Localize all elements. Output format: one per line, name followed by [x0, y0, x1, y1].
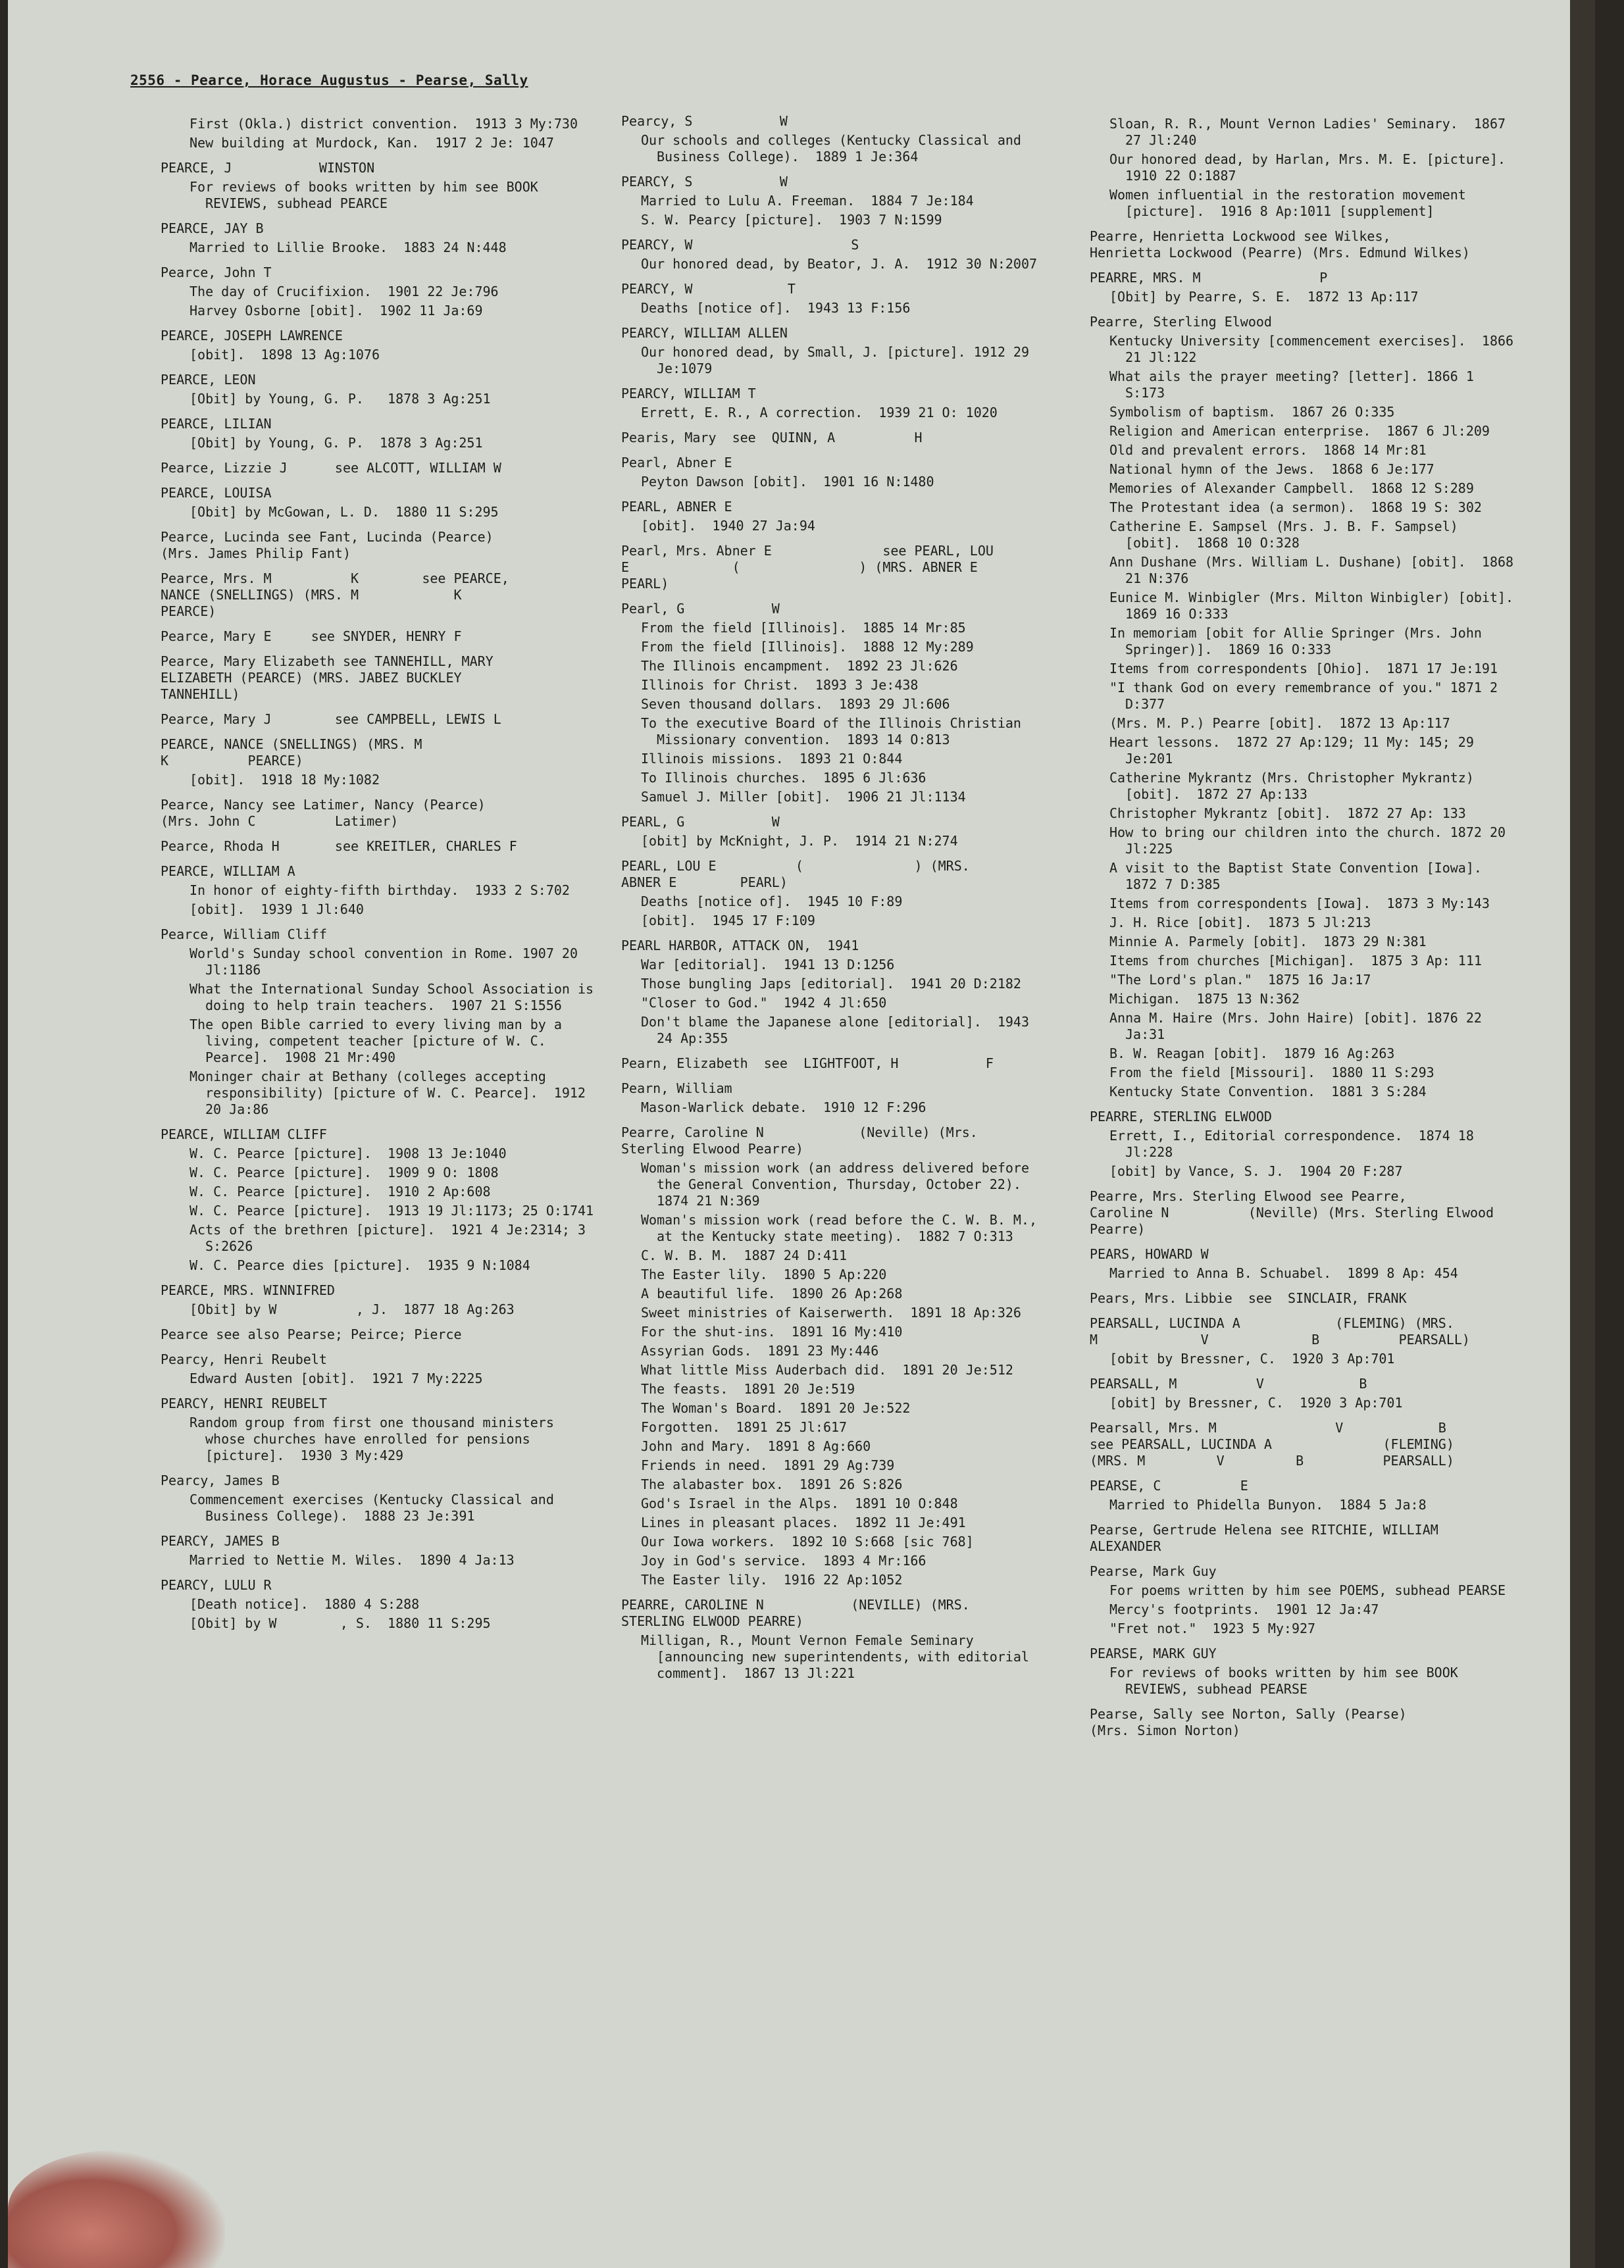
entry-citation: How to bring our children into the church. 1872 20 Jl:225 [1109, 824, 1514, 857]
entry-citation: Sloan, R. R., Mount Vernon Ladies' Seminary. 1867 27 Jl:240 [1109, 116, 1514, 148]
entry-citation: Moninger chair at Bethany (colleges accepting responsibility) [picture of W. C. Pearce]. 1912 20 Ja:86 [190, 1069, 594, 1117]
index-entry [1087, 1706, 1521, 1739]
entry-citation: To the executive Board of the Illinois Christian Missionary convention. 1893 14 O:813 [641, 715, 1030, 747]
index-entry [619, 858, 1053, 929]
index-entry [161, 838, 600, 855]
entry-heading: Pearce, John T [161, 265, 272, 280]
entry-citation: "Closer to God." 1942 4 Jl:650 [641, 995, 887, 1011]
entry-citation: [Obit] by Young, G. P. 1878 3 Ag:251 [190, 435, 483, 451]
entry-citation: For reviews of books written by him see BOOK REVIEWS, subhead PEARCE [190, 179, 546, 211]
entry-citation: Assyrian Gods. 1891 23 My:446 [641, 1343, 879, 1359]
entry-citation: Symbolism of baptism. 1867 26 O:335 [1109, 404, 1395, 420]
entry-citation: The Protestant idea (a sermon). 1868 19 S: 302 [1109, 499, 1482, 515]
entry-citation: Sweet ministries of Kaiserwerth. 1891 18 Ap:326 [641, 1305, 1021, 1321]
entry-heading: Pearsall, Mrs. M V B see PEARSALL, LUCINDA A (FLEMING) (MRS. M V B PEARSALL) [1090, 1420, 1454, 1469]
entry-citation: Michigan. 1875 13 N:362 [1109, 991, 1300, 1007]
index-entry [161, 1326, 600, 1343]
index-entry [161, 160, 600, 212]
index-entry [161, 653, 600, 703]
index-entry [1087, 1246, 1521, 1282]
index-entry [619, 543, 1053, 592]
entry-citation: Milligan, R., Mount Vernon Female Seminary [announcing new superintendents, with editorial comment]. 1867 13 Jl:221 [641, 1632, 1037, 1681]
entry-citation: [Obit] by W , J. 1877 18 Ag:263 [190, 1301, 515, 1317]
entry-citation: The Easter lily. 1916 22 Ap:1052 [641, 1572, 903, 1588]
entry-citation: Commencement exercises (Kentucky Classical and Business College). 1888 23 Je:391 [190, 1492, 562, 1524]
index-entry [161, 1533, 600, 1569]
entry-citation: Joy in God's service. 1893 4 Mr:166 [641, 1553, 926, 1569]
entry-heading: Pearl, Abner E [621, 455, 732, 470]
index-entry [1087, 314, 1530, 1100]
index-entry [1087, 116, 1521, 220]
index-entry [1087, 1188, 1521, 1238]
entry-heading: Pearce, Nancy see Latimer, Nancy (Pearce) (Mrs. John C Latimer) [161, 797, 486, 829]
entry-heading: Pears, Mrs. Libbie see SINCLAIR, FRANK [1090, 1290, 1407, 1306]
index-entry [161, 863, 600, 918]
index-entry [619, 386, 1053, 421]
entry-citation: What the International Sunday School Association is doing to help train teachers. 1907 21 S:1556 [190, 981, 602, 1013]
entry-citation: Deaths [notice of]. 1945 10 F:89 [641, 894, 903, 909]
entry-citation: Old and prevalent errors. 1868 14 Mr:81 [1109, 442, 1427, 458]
entry-heading: PEARRE, CAROLINE N (NEVILLE) (MRS. STERLING ELWOOD PEARRE) [621, 1597, 970, 1629]
entry-citation: Illinois for Christ. 1893 3 Je:438 [641, 677, 919, 693]
entry-citation: Our honored dead, by Small, J. [picture]. 1912 29 Je:1079 [641, 344, 1038, 376]
entry-citation: The Illinois encampment. 1892 23 Jl:626 [641, 658, 958, 674]
entry-heading: PEARCE, WILLIAM CLIFF [161, 1126, 327, 1142]
entry-citation: [obit] by Bressner, C. 1920 3 Ap:701 [1109, 1395, 1403, 1411]
entry-heading: Pearse, Sally see Norton, Sally (Pearse) (Mrs. Simon Norton) [1090, 1706, 1407, 1738]
entry-citation: Items from churches [Michigan]. 1875 3 Ap: 111 [1109, 953, 1482, 969]
entry-citation: Married to Lillie Brooke. 1883 24 N:448 [190, 239, 507, 255]
entry-heading: PEARCE, WILLIAM A [161, 863, 295, 879]
entry-heading: PEARCE, JOSEPH LAWRENCE [161, 328, 343, 343]
index-entry [161, 328, 600, 363]
index-page [8, 0, 1595, 2268]
entry-citation: J. H. Rice [obit]. 1873 5 Jl:213 [1109, 915, 1371, 930]
index-entry [619, 430, 1053, 446]
index-entry [1087, 1376, 1521, 1411]
entry-citation: To Illinois churches. 1895 6 Jl:636 [641, 770, 926, 786]
index-entry [161, 1126, 600, 1274]
entry-heading: PEARL HARBOR, ATTACK ON, 1941 [621, 938, 859, 953]
entry-heading: PEARSALL, M V B [1090, 1376, 1367, 1392]
entry-citation: Our honored dead, by Harlan, Mrs. M. E. [picture]. 1910 22 O:1887 [1109, 151, 1522, 184]
entry-citation: Illinois missions. 1893 21 O:844 [641, 751, 903, 767]
entry-heading: PEARL, LOU E ( ) (MRS. ABNER E PEARL) [621, 858, 970, 890]
entry-citation: Peyton Dawson [obit]. 1901 16 N:1480 [641, 474, 934, 490]
entry-heading: PEARCY, W S [621, 237, 859, 253]
entry-citation: Samuel J. Miller [obit]. 1906 21 Jl:1134 [641, 789, 966, 805]
entry-citation: Woman's mission work (read before the C. W. B. M., at the Kentucky state meeting). 1882 7 O:313 [641, 1212, 1046, 1244]
entry-citation: Mason-Warlick debate. 1910 12 F:296 [641, 1099, 926, 1115]
index-entry [619, 1124, 1053, 1588]
entry-heading: PEARL, G W [621, 814, 780, 830]
index-entry [166, 116, 600, 151]
entry-heading: PEARCY, WILLIAM ALLEN [621, 325, 788, 341]
index-entry [619, 325, 1053, 377]
index-entry [619, 281, 1053, 316]
index-entry [161, 416, 600, 451]
index-entry [1087, 1563, 1521, 1637]
entry-citation: From the field [Illinois]. 1885 14 Mr:85 [641, 620, 966, 636]
entry-citation: (Mrs. M. P.) Pearre [obit]. 1872 13 Ap:117 [1109, 715, 1450, 731]
entry-heading: Pearce, Mrs. M K see PEARCE, NANCE (SNELLINGS) (MRS. M K PEARCE) [161, 570, 509, 619]
entry-citation: New building at Murdock, Kan. 1917 2 Je: 1047 [190, 135, 554, 151]
entry-citation: For reviews of books written by him see BOOK REVIEWS, subhead PEARSE [1109, 1665, 1466, 1697]
entry-heading: PEARCE, LOUISA [161, 485, 272, 501]
entry-citation: Items from correspondents [Iowa]. 1873 3 My:143 [1109, 895, 1490, 911]
index-entry [1087, 1109, 1521, 1180]
entry-citation: Eunice M. Winbigler (Mrs. Milton Winbigler) [obit]. 1869 16 O:333 [1109, 590, 1530, 622]
entry-citation: Kentucky State Convention. 1881 3 S:284 [1109, 1084, 1427, 1099]
index-entry [1087, 1522, 1521, 1555]
entry-citation: Our honored dead, by Beator, J. A. 1912 30 N:2007 [641, 256, 1038, 272]
entry-heading: Pearis, Mary see QUINN, A H [621, 430, 923, 445]
entry-citation: In memoriam [obit for Allie Springer (Mrs. John Springer)]. 1869 16 O:333 [1109, 625, 1490, 657]
entry-citation: Married to Phidella Bunyon. 1884 5 Ja:8 [1109, 1497, 1427, 1513]
entry-citation: [Obit] by Pearre, S. E. 1872 13 Ap:117 [1109, 289, 1419, 305]
index-entry [619, 814, 1053, 849]
index-entry [1087, 270, 1521, 305]
entry-citation: The day of Crucifixion. 1901 22 Je:796 [190, 284, 499, 299]
index-entry [161, 926, 602, 1118]
entry-heading: PEARCY, W T [621, 281, 796, 297]
index-entry [161, 1473, 600, 1525]
entry-citation: Items from correspondents [Ohio]. 1871 17 Je:191 [1109, 661, 1498, 676]
entry-citation: John and Mary. 1891 8 Ag:660 [641, 1438, 871, 1454]
entry-citation: [obit]. 1939 1 Jl:640 [190, 901, 364, 917]
entry-citation: First (Okla.) district convention. 1913 3 My:730 [190, 116, 578, 132]
entry-citation: Woman's mission work (an address delivered before the General Convention, Thursday, October 22). 1874 21 N:369 [641, 1160, 1038, 1209]
entry-heading: Pearse, Mark Guy [1090, 1563, 1217, 1579]
entry-citation: "I thank God on every remembrance of you." 1871 2 D:377 [1109, 680, 1506, 712]
entry-citation: Acts of the brethren [picture]. 1921 4 Je:2314; 3 S:2626 [190, 1222, 594, 1254]
index-entry [1087, 228, 1521, 261]
entry-citation: What little Miss Auderbach did. 1891 20 Je:512 [641, 1362, 1013, 1378]
entry-heading: PEARSE, MARK GUY [1090, 1646, 1217, 1661]
entry-citation: Women influential in the restoration movement [picture]. 1916 8 Ap:1011 [supplement] [1109, 187, 1474, 219]
entry-heading: Pearre, Henrietta Lockwood see Wilkes, Henrietta Lockwood (Pearre) (Mrs. Edmund Wilkes) [1090, 228, 1470, 261]
entry-citation: A visit to the Baptist State Convention [Iowa]. 1872 7 D:385 [1109, 860, 1498, 892]
entry-citation: Kentucky University [commencement exercises]. 1866 21 Jl:122 [1109, 333, 1522, 365]
entry-citation: [Obit] by Young, G. P. 1878 3 Ag:251 [190, 391, 491, 407]
index-entry [1087, 1478, 1521, 1513]
entry-citation: B. W. Reagan [obit]. 1879 16 Ag:263 [1109, 1046, 1395, 1061]
entry-citation: For the shut-ins. 1891 16 My:410 [641, 1324, 903, 1340]
entry-citation: A beautiful life. 1890 26 Ap:268 [641, 1286, 903, 1301]
entry-citation: The alabaster box. 1891 26 S:826 [641, 1476, 903, 1492]
entry-citation: C. W. B. M. 1887 24 D:411 [641, 1247, 848, 1263]
index-entry [161, 628, 600, 645]
entry-heading: Pearce see also Pearse; Peirce; Pierce [161, 1326, 462, 1342]
index-entry [619, 455, 1053, 490]
entry-heading: PEARCE, NANCE (SNELLINGS) (MRS. M K PEARCE) [161, 736, 422, 769]
entry-citation: World's Sunday school convention in Rome. 1907 20 Jl:1186 [190, 945, 586, 978]
index-entry [161, 1396, 600, 1464]
index-entry [161, 1577, 600, 1632]
entry-citation: [Death notice]. 1880 4 S:288 [190, 1596, 420, 1612]
index-entry [619, 237, 1053, 272]
entry-citation: S. W. Pearcy [picture]. 1903 7 N:1599 [641, 212, 942, 228]
entry-citation: W. C. Pearce [picture]. 1909 9 O: 1808 [190, 1165, 499, 1180]
entry-citation: Those bungling Japs [editorial]. 1941 20 D:2182 [641, 976, 1021, 992]
entry-citation: [obit]. 1945 17 F:109 [641, 913, 815, 928]
entry-citation: Religion and American enterprise. 1867 6 Jl:209 [1109, 423, 1490, 439]
entry-heading: PEARCE, LILIAN [161, 416, 272, 432]
index-entry [619, 174, 1053, 228]
entry-heading: Pearcy, James B [161, 1473, 280, 1488]
entry-heading: Pearre, Caroline N (Neville) (Mrs. Sterling Elwood Pearre) [621, 1124, 978, 1157]
entry-heading: Pearcy, Henri Reubelt [161, 1351, 327, 1367]
entry-citation: The Easter lily. 1890 5 Ap:220 [641, 1267, 887, 1282]
entry-citation: Mercy's footprints. 1901 12 Ja:47 [1109, 1601, 1379, 1617]
index-entry [161, 711, 600, 728]
entry-heading: PEARCY, WILLIAM T [621, 386, 756, 401]
index-entry [1087, 1315, 1521, 1367]
entry-citation: What ails the prayer meeting? [letter]. 1866 1 S:173 [1109, 368, 1482, 401]
entry-citation: Our Iowa workers. 1892 10 S:668 [sic 768] [641, 1534, 974, 1550]
entry-heading: Pearce, William Cliff [161, 926, 327, 942]
entry-citation: Friends in need. 1891 29 Ag:739 [641, 1457, 895, 1473]
running-header: 2556 - Pearce, Horace Augustus - Pearse, Sally [130, 72, 528, 88]
entry-citation: Errett, I., Editorial correspondence. 1874 18 Jl:228 [1109, 1128, 1482, 1160]
entry-citation: Memories of Alexander Campbell. 1868 12 S:289 [1109, 480, 1474, 496]
index-entry [161, 1351, 600, 1387]
entry-citation: For poems written by him see POEMS, subhead PEARSE [1109, 1582, 1506, 1598]
entry-citation: [obit by Bressner, C. 1920 3 Ap:701 [1109, 1351, 1395, 1367]
entry-citation: "The Lord's plan." 1875 16 Ja:17 [1109, 972, 1371, 988]
entry-citation: Married to Lulu A. Freeman. 1884 7 Je:184 [641, 193, 974, 209]
entry-citation: Edward Austen [obit]. 1921 7 My:2225 [190, 1371, 483, 1386]
index-entry [619, 601, 1053, 805]
index-entry [619, 1055, 1053, 1072]
entry-citation: Random group from first one thousand ministers whose churches have enrolled for pensions [picture]. 1930 3 My:429 [190, 1415, 562, 1463]
entry-citation: [obit]. 1898 13 Ag:1076 [190, 347, 380, 363]
page-edge [1570, 0, 1595, 2268]
entry-citation: War [editorial]. 1941 13 D:1256 [641, 957, 895, 972]
entry-heading: Pearce, Lucinda see Fant, Lucinda (Pearce) (Mrs. James Philip Fant) [161, 529, 494, 561]
index-entry [161, 736, 600, 788]
entry-heading: Pearce, Mary E see SNYDER, HENRY F [161, 628, 462, 644]
entry-heading: Pearce, Lizzie J see ALCOTT, WILLIAM W [161, 460, 501, 476]
entry-citation: Christopher Mykrantz [obit]. 1872 27 Ap: 133 [1109, 805, 1466, 821]
entry-citation: The open Bible carried to every living man by a living, competent teacher [picture of W. C. Pearce]. 1908 21 Mr:490 [190, 1017, 570, 1065]
entry-heading: PEARCY, LULU R [161, 1577, 272, 1593]
entry-heading: Pearre, Mrs. Sterling Elwood see Pearre, Caroline N (Neville) (Mrs. Sterling Elwood Pearre) [1090, 1188, 1494, 1237]
index-entry [619, 938, 1053, 1047]
entry-citation: Married to Nettie M. Wiles. 1890 4 Ja:13 [190, 1552, 515, 1568]
index-column-3 [1087, 113, 1530, 1748]
entry-citation: Our schools and colleges (Kentucky Classical and Business College). 1889 1 Je:364 [641, 132, 1030, 164]
entry-citation: Seven thousand dollars. 1893 29 Jl:606 [641, 696, 950, 712]
entry-citation: Minnie A. Parmely [obit]. 1873 29 N:381 [1109, 934, 1427, 949]
entry-citation: W. C. Pearce [picture]. 1910 2 Ap:608 [190, 1184, 491, 1199]
entry-citation: The Woman's Board. 1891 20 Je:522 [641, 1400, 911, 1416]
entry-citation: Ann Dushane (Mrs. William L. Dushane) [obit]. 1868 21 N:376 [1109, 554, 1522, 586]
entry-heading: PEARCE, J WINSTON [161, 160, 375, 176]
entry-citation: From the field [Missouri]. 1880 11 S:293 [1109, 1065, 1434, 1080]
index-entry [1087, 1646, 1521, 1698]
index-entry [161, 265, 600, 319]
entry-citation: God's Israel in the Alps. 1891 10 O:848 [641, 1496, 958, 1511]
entry-heading: PEARCE, LEON [161, 372, 256, 388]
entry-heading: Pearce, Mary J see CAMPBELL, LEWIS L [161, 711, 501, 727]
entry-citation: Lines in pleasant places. 1892 11 Je:491 [641, 1515, 966, 1530]
entry-citation: [obit]. 1918 18 My:1082 [190, 772, 380, 788]
index-entry [161, 797, 600, 830]
index-column-1 [161, 113, 602, 1640]
entry-citation: W. C. Pearce dies [picture]. 1935 9 N:1084 [190, 1257, 530, 1273]
index-entry [161, 485, 600, 520]
entry-heading: Pearcy, S W [621, 113, 788, 129]
entry-heading: Pearre, Sterling Elwood [1090, 314, 1272, 330]
entry-heading: PEARCE, JAY B [161, 220, 264, 236]
entry-citation: National hymn of the Jews. 1868 6 Je:177 [1109, 461, 1434, 477]
entry-heading: PEARSE, C E [1090, 1478, 1248, 1494]
index-entry [1087, 1420, 1521, 1469]
entry-heading: Pearl, G W [621, 601, 780, 617]
entry-citation: W. C. Pearce [picture]. 1913 19 Jl:1173; 25 O:1741 [190, 1203, 594, 1219]
index-entry [161, 1282, 600, 1318]
index-entry [161, 529, 600, 562]
entry-citation: Harvey Osborne [obit]. 1902 11 Ja:69 [190, 303, 483, 318]
entry-citation: In honor of eighty-fifth birthday. 1933 2 S:702 [190, 882, 570, 898]
entry-citation: [obit] by McKnight, J. P. 1914 21 N:274 [641, 833, 958, 849]
entry-heading: Pearl, Mrs. Abner E see PEARL, LOU E ( ) (MRS. ABNER E PEARL) [621, 543, 994, 592]
index-entry [619, 1080, 1053, 1116]
entry-citation: Errett, E. R., A correction. 1939 21 O: 1020 [641, 405, 998, 420]
entry-citation: [obit]. 1940 27 Ja:94 [641, 518, 815, 534]
entry-heading: PEARRE, STERLING ELWOOD [1090, 1109, 1272, 1124]
entry-heading: Pearn, Elizabeth see LIGHTFOOT, H F [621, 1055, 994, 1071]
entry-citation: Don't blame the Japanese alone [editorial]. 1943 24 Ap:355 [641, 1014, 1038, 1046]
entry-citation: Catherine E. Sampsel (Mrs. J. B. F. Sampsel) [obit]. 1868 10 O:328 [1109, 518, 1466, 551]
entry-citation: "Fret not." 1923 5 My:927 [1109, 1621, 1316, 1636]
index-entry [161, 372, 600, 407]
thumb [8, 2150, 225, 2268]
entry-heading: Pearse, Gertrude Helena see RITCHIE, WILLIAM ALEXANDER [1090, 1522, 1438, 1554]
index-entry [1087, 1290, 1521, 1307]
entry-citation: Catherine Mykrantz (Mrs. Christopher Mykrantz) [obit]. 1872 27 Ap:133 [1109, 770, 1482, 802]
entry-heading: PEARCE, MRS. WINNIFRED [161, 1282, 335, 1298]
entry-citation: Forgotten. 1891 25 Jl:617 [641, 1419, 848, 1435]
entry-heading: PEARS, HOWARD W [1090, 1246, 1209, 1262]
entry-heading: Pearn, William [621, 1080, 732, 1096]
entry-citation: The feasts. 1891 20 Je:519 [641, 1381, 855, 1397]
entry-heading: PEARCY, S W [621, 174, 788, 189]
index-column-2 [619, 113, 1053, 1690]
entry-heading: PEARSALL, LUCINDA A (FLEMING) (MRS. M V B PEARSALL) [1090, 1315, 1470, 1348]
entry-citation: Married to Anna B. Schuabel. 1899 8 Ap: 454 [1109, 1265, 1458, 1281]
entry-citation: Anna M. Haire (Mrs. John Haire) [obit]. 1876 22 Ja:31 [1109, 1010, 1490, 1042]
index-entry [619, 113, 1053, 165]
entry-heading: Pearce, Mary Elizabeth see TANNEHILL, MARY ELIZABETH (PEARCE) (MRS. JABEZ BUCKLEY TANNEHILL) [161, 653, 494, 702]
entry-citation: [Obit] by W , S. 1880 11 S:295 [190, 1615, 491, 1631]
entry-heading: Pearce, Rhoda H see KREITLER, CHARLES F [161, 838, 517, 854]
entry-heading: PEARCY, HENRI REUBELT [161, 1396, 327, 1411]
index-entry [161, 220, 600, 256]
entry-citation: From the field [Illinois]. 1888 12 My:289 [641, 639, 974, 655]
entry-citation: [Obit] by McGowan, L. D. 1880 11 S:295 [190, 504, 499, 520]
entry-citation: [obit] by Vance, S. J. 1904 20 F:287 [1109, 1163, 1403, 1179]
entry-citation: Heart lessons. 1872 27 Ap:129; 11 My: 145; 29 Je:201 [1109, 734, 1482, 767]
index-entry [161, 570, 600, 620]
index-entry [619, 499, 1053, 534]
entry-heading: PEARCY, JAMES B [161, 1533, 280, 1549]
index-entry [619, 1597, 1053, 1682]
entry-citation: Deaths [notice of]. 1943 13 F:156 [641, 300, 911, 316]
entry-heading: PEARL, ABNER E [621, 499, 732, 515]
index-entry [161, 460, 600, 476]
entry-heading: PEARRE, MRS. M P [1090, 270, 1328, 286]
entry-citation: W. C. Pearce [picture]. 1908 13 Je:1040 [190, 1146, 507, 1161]
